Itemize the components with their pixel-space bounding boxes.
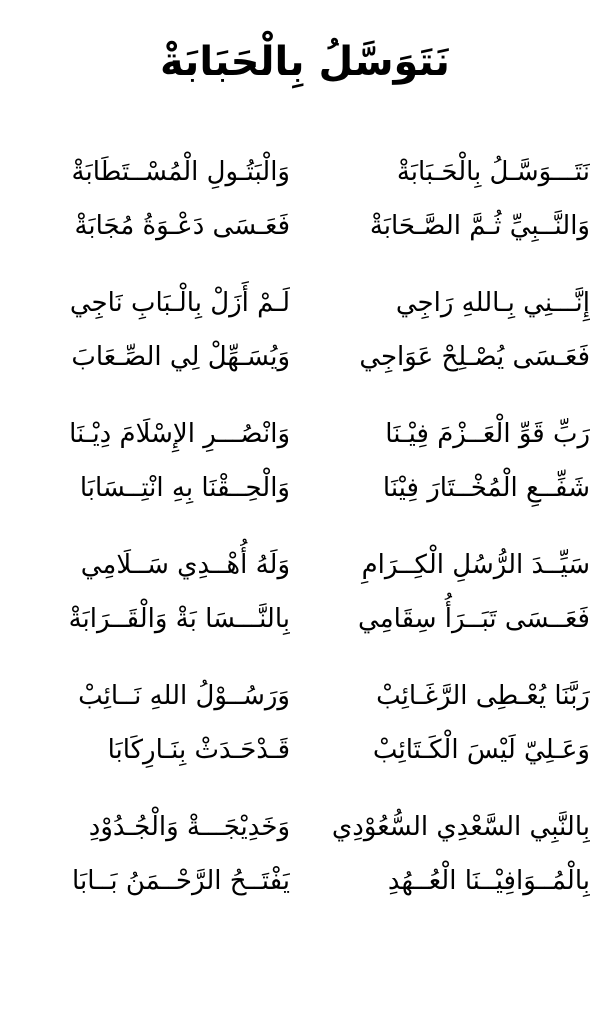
- second-hemistich: بِالنَّـــسَا بَةْ وَالْقَــرَابَةْ: [68, 604, 290, 634]
- verse-line: [20, 800, 590, 854]
- verse-line: [20, 461, 590, 515]
- second-hemistich: يَفْتَــحُ الرَّحْــمَنُ بَــابَا: [72, 866, 290, 896]
- second-hemistich: وَانْصُـــرِ الإِسْلَامَ دِيْـنَا: [69, 419, 290, 449]
- second-hemistich: وَالْحِــقْنَا بِهِ انْتِــسَابَا: [79, 473, 290, 503]
- stanza: [20, 800, 590, 931]
- second-hemistich: لَـمْ أَزَلْ بِالْـبَابِ نَاجِي: [69, 288, 290, 318]
- first-hemistich: شَفِّــعِ الْمُخْــتَارَ فِيْنَا: [382, 473, 590, 503]
- verse-line: [20, 592, 590, 646]
- second-hemistich: وَالْبَتُـولِ الْمُسْــتَطَابَةْ: [71, 157, 290, 187]
- first-hemistich: رَبَّنَا يُعْـطِى الرَّغَـائِبْ: [376, 681, 590, 711]
- stanza: [20, 538, 590, 669]
- first-hemistich: فَعَـسَى يُصْـلِحْ عَوَاجِي: [359, 342, 590, 372]
- stanza: [20, 407, 590, 538]
- first-hemistich: بِالنَّبِي السَّعْدِي السُّعُوْدِي: [331, 812, 590, 842]
- poem-title: نَتَوَسَّلُ بِالْحَبَابَةْ: [160, 39, 450, 85]
- first-hemistich: سَيِّــدَ الرُّسُلِ الْكِــرَامِ: [361, 550, 590, 580]
- verse-line: [20, 854, 590, 908]
- verse-line: [20, 276, 590, 330]
- stanza: [20, 669, 590, 800]
- poem-body: [20, 145, 590, 931]
- first-hemistich: نَتَـــوَسَّـلُ بِالْحَـبَابَةْ: [396, 157, 590, 187]
- first-hemistich: إِنَّـــنِي بِـاللهِ رَاجِي: [395, 288, 590, 318]
- verse-line: [20, 669, 590, 723]
- first-hemistich: رَبِّ قَوِّ الْعَــزْمَ فِيْـنَا: [385, 419, 590, 449]
- first-hemistich: فَعَــسَى تَبَــرَأُ سِقَامِي: [358, 604, 590, 634]
- second-hemistich: وَخَدِيْجَـــةْ وَالْجُـدُوْدِ: [88, 812, 290, 842]
- verse-line: [20, 199, 590, 253]
- second-hemistich: وَيُسَـهِّلْ لِي الصِّـعَابَ: [71, 342, 290, 372]
- second-hemistich: فَعَـسَى دَعْـوَةُ مُجَابَةْ: [74, 211, 290, 241]
- first-hemistich: وَالنَّــبِيِّ ثُـمَّ الصَّـحَابَةْ: [369, 211, 590, 241]
- stanza: [20, 276, 590, 407]
- first-hemistich: وَعَـلِيّ لَيْسَ الْكَـتَائِبْ: [372, 735, 590, 765]
- verse-line: [20, 330, 590, 384]
- verse-line: [20, 145, 590, 199]
- second-hemistich: وَرَسُــوْلُ اللهِ نَــائِبْ: [78, 681, 290, 711]
- second-hemistich: وَلَهُ أُهْــدِي سَــلَامِي: [80, 550, 290, 580]
- verse-line: [20, 407, 590, 461]
- second-hemistich: قَـدْحَـدَثْ بِنَـارِكَابَا: [107, 735, 290, 765]
- first-hemistich: بِالْمُــوَافِيْــنَا الْعُــهُدِ: [387, 866, 590, 896]
- stanza: [20, 145, 590, 276]
- verse-line: [20, 538, 590, 592]
- verse-line: [20, 723, 590, 777]
